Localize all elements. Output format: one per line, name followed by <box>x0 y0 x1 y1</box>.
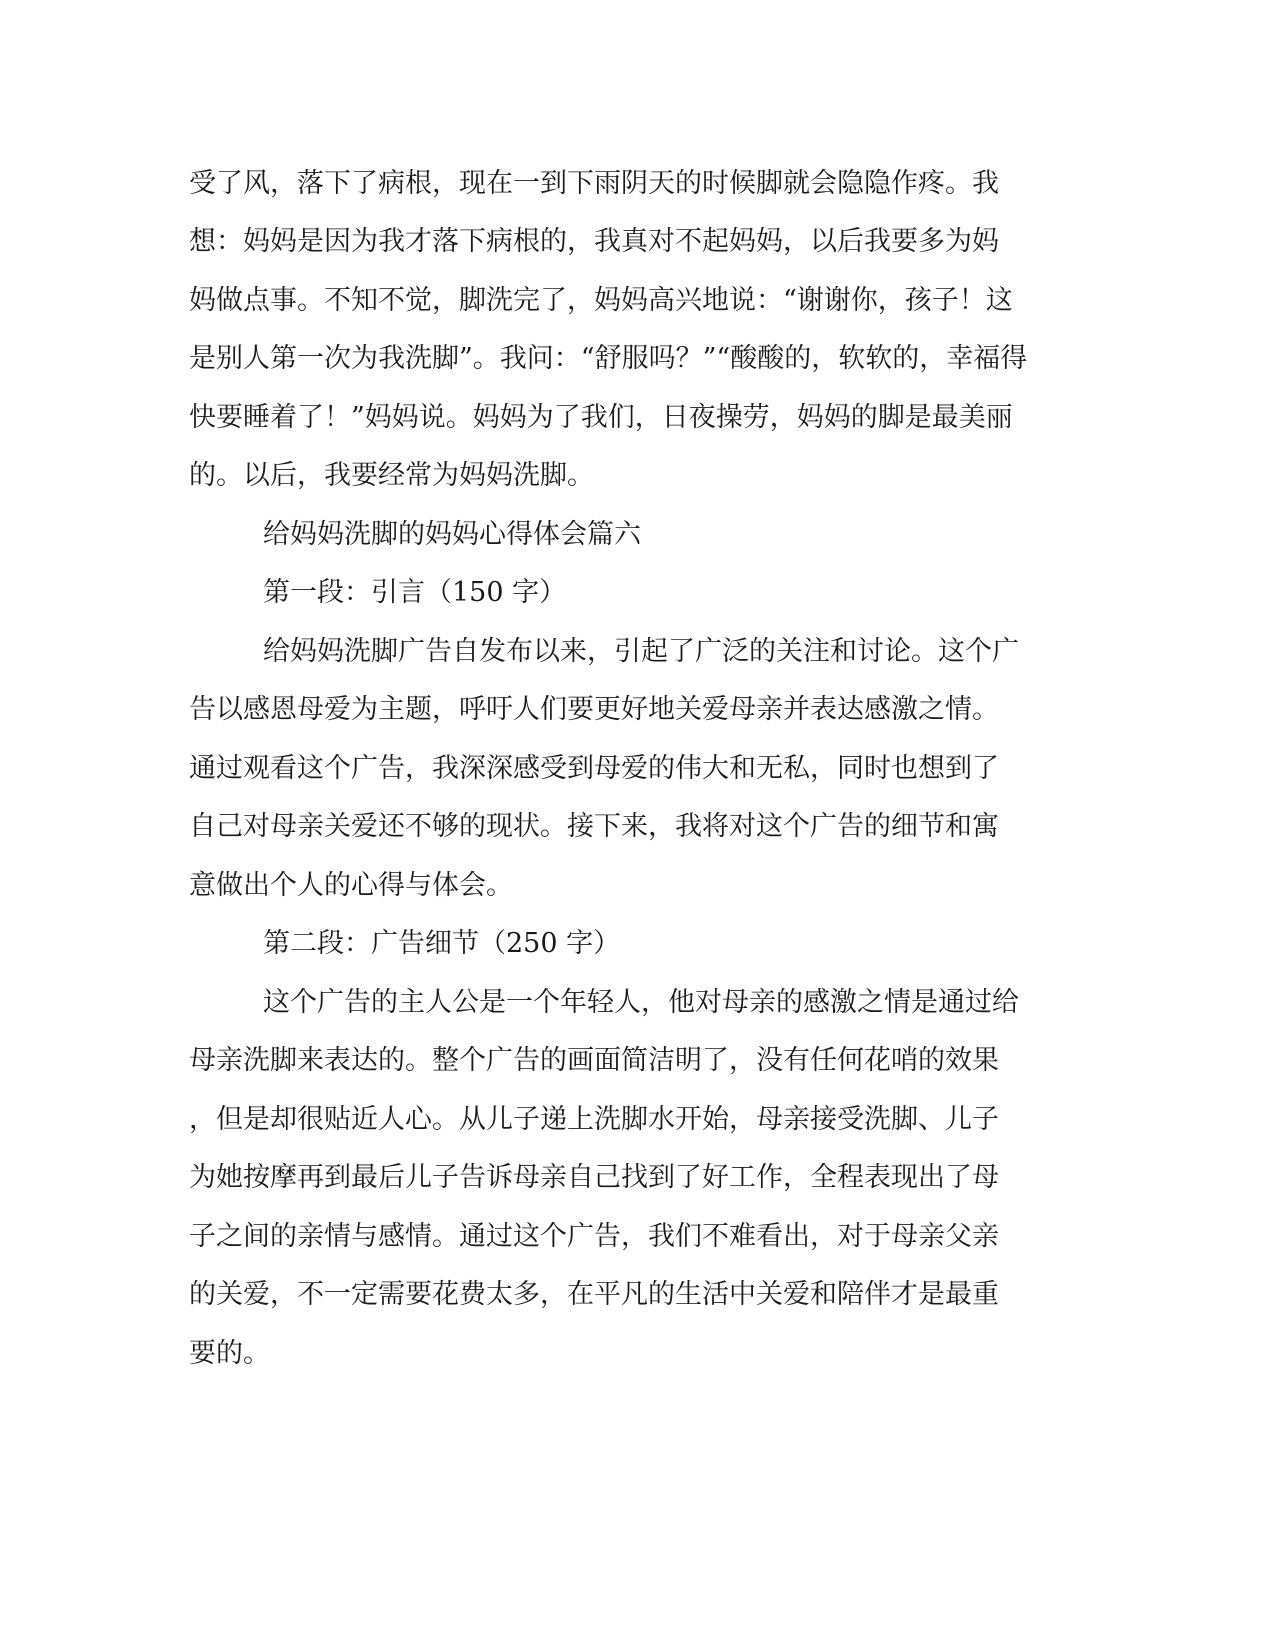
paragraph-heading: 第二段：广告细节（250 字） <box>263 928 621 959</box>
paragraph-heading: 第一段：引言（150 字） <box>263 577 567 608</box>
text-line: 的关爱，不一定需要花费太多，在平凡的生活中关爱和陪伴才是最重 <box>189 1279 999 1310</box>
text-line: 自己对母亲关爱还不够的现状。接下来，我将对这个广告的细节和寓 <box>189 811 999 842</box>
text-line: 母亲洗脚来表达的。整个广告的画面简洁明了，没有任何花哨的效果 <box>189 1045 999 1076</box>
text-line: 告以感恩母爱为主题，呼吁人们要更好地关爱母亲并表达感激之情。 <box>189 694 999 725</box>
text-line: 受了风，落下了病根，现在一到下雨阴天的时候脚就会隐隐作疼。我 <box>189 168 999 199</box>
text-line: 子之间的亲情与感情。通过这个广告，我们不难看出，对于母亲父亲 <box>189 1221 999 1252</box>
text-line: 给妈妈洗脚广告自发布以来，引起了广泛的关注和讨论。这个广 <box>263 636 1019 667</box>
text-line: 要的。 <box>189 1338 270 1369</box>
text-line: 是别人第一次为我洗脚”。我问：“舒服吗？”“酸酸的，软软的，幸福得 <box>189 343 1028 374</box>
text-line: 妈做点事。不知不觉，脚洗完了，妈妈高兴地说：“谢谢你，孩子！这 <box>189 285 1013 316</box>
text-line: 的。以后，我要经常为妈妈洗脚。 <box>189 460 594 491</box>
text-line: 意做出个人的心得与体会。 <box>189 870 513 901</box>
text-line: ，但是却很贴近人心。从儿子递上洗脚水开始，母亲接受洗脚、儿子 <box>189 1104 999 1135</box>
text-line: 快要睡着了！”妈妈说。妈妈为了我们，日夜操劳，妈妈的脚是最美丽 <box>189 402 1013 433</box>
text-line: 想：妈妈是因为我才落下病根的，我真对不起妈妈，以后我要多为妈 <box>189 226 999 257</box>
section-heading: 给妈妈洗脚的妈妈心得体会篇六 <box>263 519 641 550</box>
text-line: 通过观看这个广告，我深深感受到母爱的伟大和无私，同时也想到了 <box>189 753 999 784</box>
text-line: 为她按摩再到最后儿子告诉母亲自己找到了好工作，全程表现出了母 <box>189 1162 999 1193</box>
text-line: 这个广告的主人公是一个年轻人，他对母亲的感激之情是通过给 <box>263 987 1019 1018</box>
